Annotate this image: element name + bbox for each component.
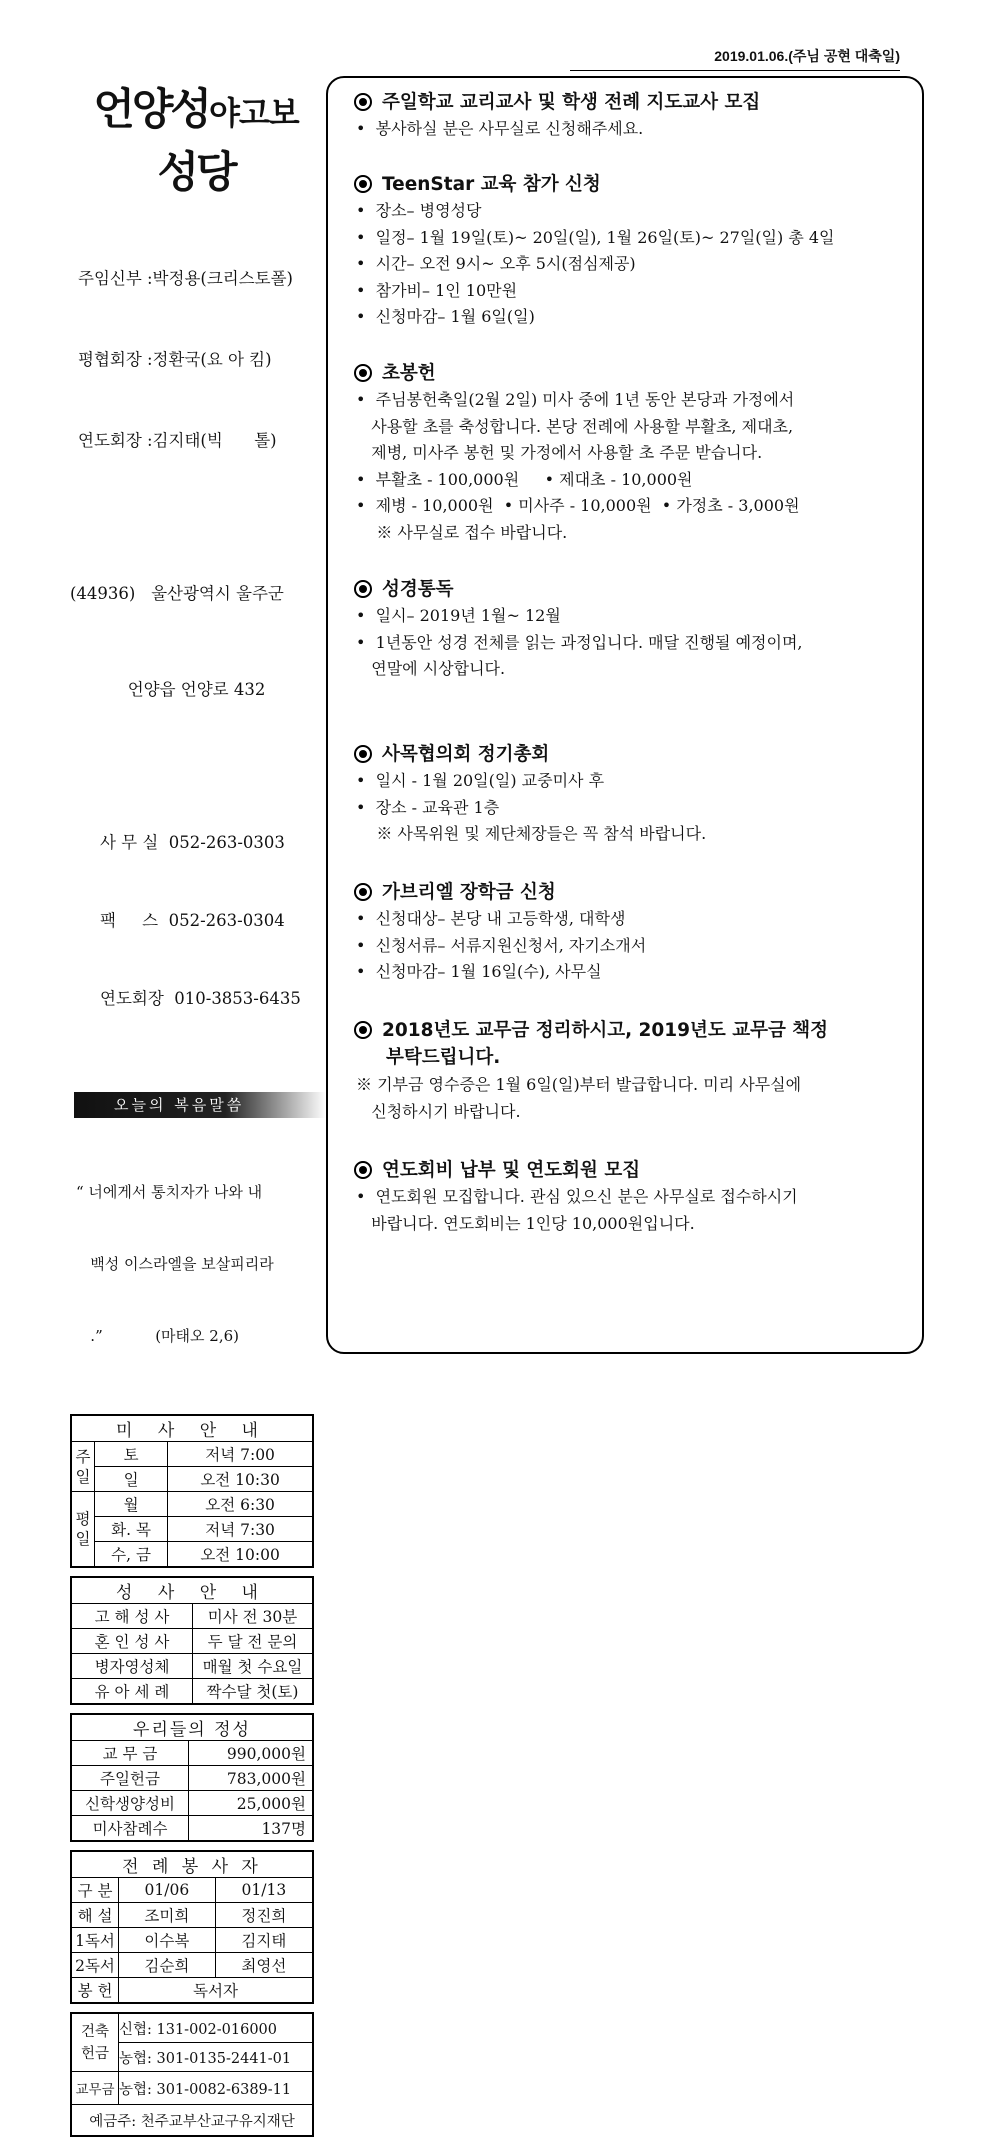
gospel-line: .” (마태오 2,6) [76,1327,239,1345]
section-tithe [354,1018,914,1125]
section-line: • 제병 - 10,000원 • 미사주 - 10,000원 • 가정초 - 3,000원 [356,496,800,515]
sacraments-title: 성 사 안 내 [71,1577,313,1604]
staff-info [78,211,314,508]
mass-day: 수, 금 [95,1542,168,1568]
section-title: 연도회비 납부 및 연도회원 모집 [382,1160,641,1181]
offering-value: 137명 [189,1816,314,1842]
sacrament-value: 두 달 전 문의 [193,1629,314,1654]
section-line: • 봉사하실 분은 사무실로 신청해주세요. [356,119,644,138]
section-line: • 연도회원 모집합니다. 관심 있으신 분은 사무실로 접수하시기 [356,1187,798,1206]
section-line: • 부활초 - 100,000원 • 제대초 - 10,000원 [356,469,693,489]
offering-name: 미사참례수 [71,1816,189,1842]
address-line: (44936) 울산광역시 울주군 [70,584,284,603]
building-account: 농협: 301-0135-2441-01 [119,2043,314,2072]
section-line: • 일정– 1월 19일(토)~ 20일(일), 1월 26일(토)~ 27일(일) 총 4일 [356,227,835,247]
liturgy-person: 김지태 [215,1928,313,1953]
section-line: • 신청마감– 1월 6일(일) [356,307,535,326]
offering-value: 783,000원 [189,1766,314,1791]
bullseye-icon [354,745,372,763]
section-candles [354,361,914,546]
account-holder: 예금주: 천주교부산교구유지재단 [71,2105,313,2137]
section-line: • 일시– 2019년 1월~ 12월 [356,606,561,625]
pastor: 주임신부 :박정용(크리스토폴) [78,269,293,288]
section-line: ※ 사무실로 접수 바랍니다. [356,522,568,542]
sacrament-name: 유 아 세 례 [71,1679,193,1705]
phone-list [100,778,314,1064]
bullseye-icon [354,175,372,193]
section-line: 바랍니다. 연도회비는 1인당 10,000원입니다. [356,1213,695,1233]
mass-time: 저녁 7:00 [168,1442,313,1467]
bullseye-icon [354,883,372,901]
gospel-heading: 오늘의 복음말씀 [74,1092,326,1118]
offerings-table [70,1713,314,1842]
sacrament-value: 매월 첫 수요일 [193,1654,314,1679]
section-title: TeenStar 교육 참가 신청 [382,174,601,195]
gospel-line: 백성 이스라엘을 보살피리라 [76,1255,274,1273]
yeondo-president: 연도회장 :김지태(빅 톨) [78,431,277,450]
section-scholarship [354,880,914,986]
section-line: 사용할 초를 축성합니다. 본당 전례에 사용할 부활초, 제대초, [356,416,794,436]
mass-title: 미 사 안 내 [71,1415,313,1442]
mass-day: 토 [95,1442,168,1467]
section-title-cont: 부탁드립니다. [386,1047,501,1068]
tithe-label: 교무금 [71,2072,119,2105]
section-line: • 신청서류– 서류지원신청서, 자기소개서 [356,935,647,955]
section-yeondo [354,1158,914,1237]
parish-title [78,80,314,203]
bullseye-icon [354,93,372,111]
section-line: 연말에 시상합니다. [356,659,506,678]
offering-value: 25,000원 [189,1791,314,1816]
title-small: 야고보 [208,94,299,132]
gospel-text [76,1132,314,1396]
building-fund-label: 건축 헌금 [71,2013,119,2072]
mass-day: 월 [95,1492,168,1517]
section-title: 초봉헌 [382,363,436,384]
liturgy-person: 독서자 [119,1978,314,2004]
offerings-title: 우리들의 정성 [71,1714,313,1741]
sunday-label: 주 일 [71,1442,95,1492]
issue-date: 2019.01.06.(주님 공현 대축일) [570,46,900,71]
liturgy-role: 1독서 [71,1928,119,1953]
section-title: 성경통독 [382,579,454,600]
tithe-account: 농협: 301-0082-6389-11 [119,2072,314,2105]
liturgy-title: 전 례 봉 사 자 [71,1851,313,1878]
section-title: 주일학교 교리교사 및 학생 전례 지도교사 모집 [382,92,761,113]
section-line: • 신청대상– 본당 내 고등학생, 대학생 [356,909,626,928]
address [70,514,314,770]
mass-time: 오전 6:30 [168,1492,313,1517]
mass-time: 오전 10:00 [168,1542,313,1568]
section-title: 사목협의회 정기총회 [382,744,550,765]
section-line: 신청하시기 바랍니다. [356,1101,521,1121]
section-line: • 장소– 병영성당 [356,201,482,220]
accounts-table [70,2012,314,2137]
liturgy-role: 2독서 [71,1953,119,1978]
liturgy-person: 김순희 [119,1953,216,1978]
section-line: • 참가비– 1인 10만원 [356,280,518,300]
left-column [70,80,314,2137]
section-line: 제병, 미사주 봉헌 및 가정에서 사용할 초 주문 받습니다. [356,443,763,462]
mass-time: 저녁 7:30 [168,1517,313,1542]
section-teenstar [354,172,914,331]
phone-yeondo: 연도회장 010-3853-6435 [100,989,301,1008]
offering-value: 990,000원 [189,1741,314,1766]
phone-office: 사 무 실 052-263-0303 [100,833,285,852]
building-account: 신협: 131-002-016000 [119,2013,314,2043]
mass-day: 화. 목 [95,1517,168,1542]
gospel-line: “ 너에게서 통치자가 나와 내 [76,1183,263,1201]
section-title: 가브리엘 장학금 신청 [382,882,556,903]
mass-time: 오전 10:30 [168,1467,313,1492]
bullseye-icon [354,1161,372,1179]
bullseye-icon [354,580,372,598]
bullseye-icon [354,1021,372,1039]
sacrament-value: 짝수달 첫(토) [193,1679,314,1705]
section-line: • 시간– 오전 9시~ 오후 5시(점심제공) [356,254,636,273]
section-teachers [354,90,914,143]
offering-name: 신학생양성비 [71,1791,189,1816]
sacrament-name: 병자영성체 [71,1654,193,1679]
section-pastoral-council [354,742,914,848]
weekday-label: 평 일 [71,1492,95,1568]
bullseye-icon [354,364,372,382]
liturgy-header: 구 분 [71,1878,119,1903]
section-line: • 1년동안 성경 전체를 읽는 과정입니다. 매달 진행될 예정이며, [356,632,803,652]
offering-name: 주일헌금 [71,1766,189,1791]
liturgy-person: 조미희 [119,1903,216,1928]
liturgy-role: 봉 헌 [71,1978,119,2004]
liturgy-header: 01/13 [215,1878,313,1903]
mass-schedule-table [70,1414,314,1568]
sacrament-name: 혼 인 성 사 [71,1629,193,1654]
liturgy-person: 정진희 [215,1903,313,1928]
phone-fax: 팩 스 052-263-0304 [100,911,285,930]
council-president: 평협회장 :정환국(요 아 킴) [78,350,272,369]
section-line: • 주님봉헌축일(2월 2일) 미사 중에 1년 동안 본당과 가정에서 [356,390,795,409]
liturgy-person: 이수복 [119,1928,216,1953]
liturgy-table [70,1850,314,2004]
offering-name: 교 무 금 [71,1741,189,1766]
announcements-panel [326,76,924,1354]
section-line: • 신청마감– 1월 16일(수), 사무실 [356,962,602,981]
address-line: 언양읍 언양로 432 [70,680,266,699]
section-line: ※ 기부금 영수증은 1월 6일(일)부터 발급합니다. 미리 사무실에 [356,1075,802,1094]
liturgy-role: 해 설 [71,1903,119,1928]
liturgy-header: 01/06 [119,1878,216,1903]
sacrament-name: 고 해 성 사 [71,1604,193,1629]
section-bible-reading [354,577,914,683]
mass-day: 일 [95,1467,168,1492]
sacrament-value: 미사 전 30분 [193,1604,314,1629]
title-line2: 성당 [157,148,235,198]
sacraments-table [70,1576,314,1705]
liturgy-person: 최영선 [215,1953,313,1978]
section-line: • 장소 - 교육관 1층 [356,797,500,817]
section-title: 2018년도 교무금 정리하시고, 2019년도 교무금 책정 [382,1020,829,1041]
section-line: ※ 사목위원 및 제단체장들은 꼭 참석 바랍니다. [356,824,707,843]
title-main: 언양성 [93,85,209,135]
section-line: • 일시 - 1월 20일(일) 교중미사 후 [356,771,605,790]
